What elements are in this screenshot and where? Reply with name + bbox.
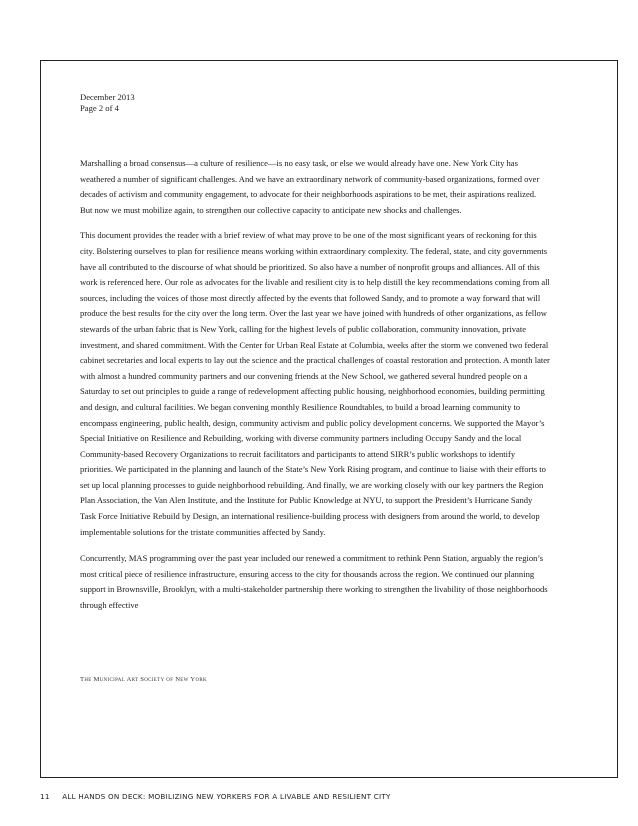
letter-header	[80, 92, 135, 114]
paragraph-1: Marshalling a broad consensus—a culture of resilience—is no easy task, or else we would already have one. New York City has weathered a number of significant challenges. And we have an extraordinary network of community-based organizations, formed over decades of activism and community engagement, to advocate for their neighborhoods aspirations to be met, their aspirations realized. But now we must mobilize again, to strengthen our collective capacity to anticipate new shocks and challenges.	[80, 158, 540, 215]
letter-body	[80, 156, 550, 624]
letter-page-count: Page 2 of 4	[80, 103, 119, 113]
report-title: ALL HANDS ON DECK: MOBILIZING NEW YORKERS FOR A LIVABLE AND RESILIENT CITY	[62, 792, 391, 801]
page-footer	[40, 792, 391, 801]
paragraph-3: Concurrently, MAS programming over the past year included our renewed a commitment to rethink Penn Station, arguably the region’s most critical piece of resilience infrastructure, ensuring access to the city for thousands across the region. We continued our planning support in Brownsville, Brooklyn, with a multi-stakeholder partnership there working to strengthen the livability of those neighborhoods through effective	[80, 553, 548, 611]
letter-date: December 2013	[80, 92, 135, 102]
paragraph-2: This document provides the reader with a brief review of what may prove to be one of the most significant years of reckoning for this city. Bolstering ourselves to plan for resilience means working within extraordinary complexity. The federal, state, and city governments have all contributed to the discourse of what should be prioritized. So also have a number of nonprofit groups and alliances. All of this work is referenced here. Our role as advocates for the livable and resilient city is to help distill the key recommendations coming from all sources, including the voices of those most directly affected by the events that followed Sandy, and to promote a way forward that will produce the best results for the city over the long term. Over the last year we have joined with hundreds of other organizations, as fellow stewards of the urban fabric that is New York, calling for the highest levels of public collaboration, community innovation, private investment, and shared commitment. With the Center for Urban Real Estate at Columbia, weeks after the storm we convened two federal cabinet secretaries and local experts to lay out the science and the practical challenges of coastal restoration and protection. A month later with almost a hundred community partners and our convening friends at the New School, we gathered several hundred people on a Saturday to set out principles to guide a range of redevelopment affecting public housing, neighborhood economies, building permitting and design, and cultural facilities. We began convening monthly Resilience Roundtables, to build a broad learning community to encompass engineering, public health, design, community activism and public policy development concerns. We supported the Mayor’s Special Initiative on Resilience and Rebuilding, working with diverse community partners including Occupy Sandy and the local Community-based Recovery Organizations to recruit facilitators and participants to attend SIRR’s public workshops to identify priorities. We participated in the planning and launch of the State’s New York Rising program, and continue to liaise with their efforts to set up local planning processes to guide neighborhood rebuilding. And finally, we are working closely with our key partners the Region Plan Association, the Van Alen Institute, and the Institute for Public Knowledge at NYU, to support the President’s Hurricane Sandy Task Force Initiative Rebuild by Design, an international resilience-building process with designers from around the world, to develop implementable solutions for the tristate communities affected by Sandy.	[80, 230, 550, 537]
page-number: 11	[40, 792, 50, 801]
organization-signature: The Municipal Art Society of New York	[80, 676, 207, 683]
